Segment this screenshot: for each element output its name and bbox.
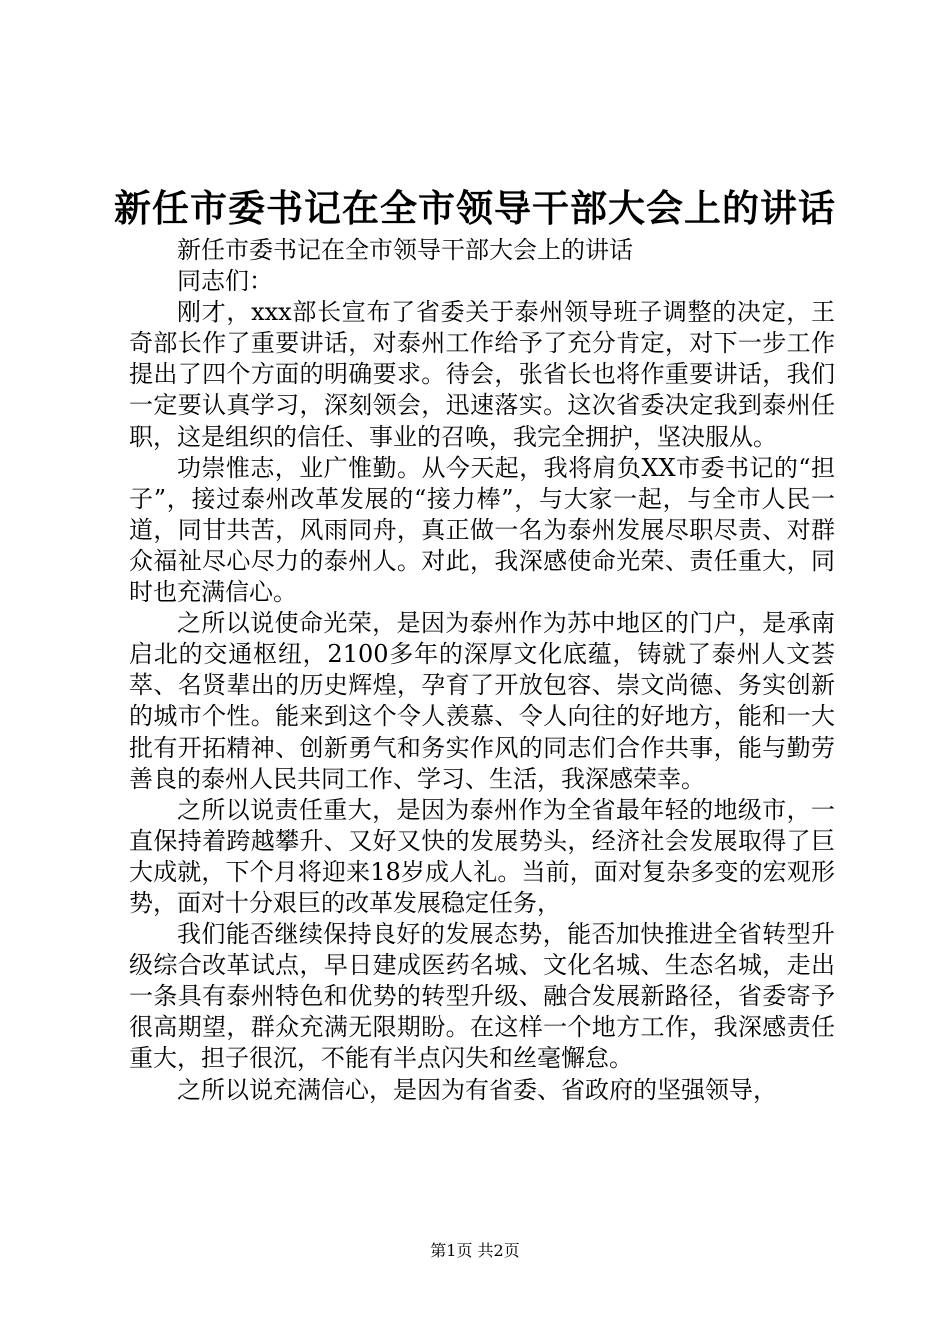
subtitle-paragraph: 新任市委书记在全市领导干部大会上的讲话 — [177, 236, 633, 264]
body-paragraph: 之所以说使命光荣，是因为泰州作为苏中地区的门户，是承南启北的交通枢纽，2100多年的深厚文化底蕴，铸就了泰州人文荟萃、名贤辈出的历史辉煌，孕育了开放包容、崇文尚德、务实创新的城市个性。能来到这个令人羡慕、令人向往的好地方，能和一大批有开拓精神、创新勇气和务实作风的同志们合作共事，能与勤劳善良的泰州人民共同工作、学习、生活，我深感荣幸。 — [129, 609, 835, 793]
body-paragraph: 刚才，xxx部长宣布了省委关于泰州领导班子调整的决定，王奇部长作了重要讲话，对泰州工作给予了充分肯定，对下一步工作提出了四个方面的明确要求。待会，张省长也将作重要讲话，我们一定要认真学习，深刻领会，迅速落实。这次省委决定我到泰州任职，这是组织的信任、事业的召唤，我完全拥护，坚决服从。 — [129, 298, 835, 451]
body-paragraph: 我们能否继续保持良好的发展态势，能否加快推进全省转型升级综合改革试点，早日建成医药名城、文化名城、生态名城，走出一条具有泰州特色和优势的转型升级、融合发展新路径，省委寄予很高期望，群众充满无限期盼。在这样一个地方工作，我深感责任重大，担子很沉，不能有半点闪失和丝毫懈怠。 — [129, 920, 835, 1073]
page-footer: 第1页 共2页 — [430, 1241, 520, 1260]
salutation-paragraph: 同志们： — [177, 267, 273, 296]
body-paragraph: 之所以说责任重大，是因为泰州作为全省最年轻的地级市，一直保持着跨越攀升、又好又快的发展势头，经济社会发展取得了巨大成就，下个月将迎来18岁成人礼。当前，面对复杂多变的宏观形势，面对十分艰巨的改革发展稳定任务， — [129, 795, 835, 917]
body-paragraph: 之所以说充满信心，是因为有省委、省政府的坚强领导， — [177, 1075, 777, 1104]
document-body — [129, 235, 835, 1106]
document-title: 新任市委书记在全市领导干部大会上的讲话 — [114, 186, 836, 230]
body-paragraph: 功崇惟志，业广惟勤。从今天起，我将肩负XX市委书记的“担子”，接过泰州改革发展的“接力棒”，与大家一起，与全市人民一道，同甘共苦，风雨同舟，真正做一名为泰州发展尽职尽责、对群众福祉尽心尽力的泰州人。对此，我深感使命光荣、责任重大，同时也充满信心。 — [129, 453, 835, 607]
